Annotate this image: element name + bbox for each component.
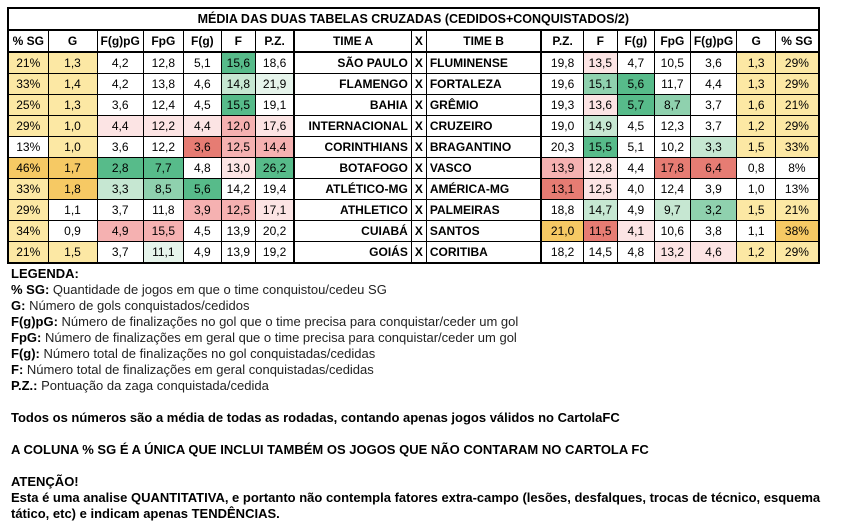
column-header: F <box>221 30 255 52</box>
stat-cell: 21,0 <box>541 221 583 242</box>
stat-cell: 10,6 <box>654 221 690 242</box>
stat-cell: 4,2 <box>97 52 143 74</box>
stat-cell: 21,9 <box>255 74 294 95</box>
team-a-cell: BOTAFOGO <box>294 158 411 179</box>
stat-cell: 3,9 <box>183 200 221 221</box>
stat-cell: 4,6 <box>183 74 221 95</box>
stat-cell: 17,1 <box>255 200 294 221</box>
stat-cell: 13,2 <box>654 242 690 264</box>
stat-cell: 3,8 <box>690 221 736 242</box>
stat-cell: 10,5 <box>654 52 690 74</box>
stat-cell: 1,2 <box>737 242 776 264</box>
versus-cell: X <box>411 200 426 221</box>
table-row <box>8 116 819 137</box>
stat-cell: 8,5 <box>143 179 183 200</box>
stat-cell: 15,1 <box>583 74 617 95</box>
stat-cell: 1,7 <box>48 158 97 179</box>
stat-cell: 21% <box>8 242 48 264</box>
legend-key: F(g): <box>11 346 40 361</box>
table-row <box>8 179 819 200</box>
stat-cell: 11,7 <box>654 74 690 95</box>
team-b-cell: VASCO <box>426 158 541 179</box>
stat-cell: 0,9 <box>48 221 97 242</box>
stat-cell: 1,5 <box>737 137 776 158</box>
stat-cell: 33% <box>776 137 819 158</box>
stat-cell: 3,7 <box>97 242 143 264</box>
stat-cell: 17,6 <box>255 116 294 137</box>
legend-item <box>11 314 851 330</box>
stat-cell: 15,5 <box>143 221 183 242</box>
stat-cell: 11,1 <box>143 242 183 264</box>
team-a-cell: BAHIA <box>294 95 411 116</box>
column-header: F(g)pG <box>690 30 736 52</box>
legend-description: Número de gols conquistados/cedidos <box>29 298 250 313</box>
stat-cell: 12,0 <box>221 116 255 137</box>
versus-cell: X <box>411 116 426 137</box>
legend-item <box>11 330 851 346</box>
team-b-cell: GRÊMIO <box>426 95 541 116</box>
stat-cell: 5,7 <box>617 95 654 116</box>
stat-cell: 33% <box>8 74 48 95</box>
versus-cell: X <box>411 242 426 264</box>
column-header: G <box>48 30 97 52</box>
versus-cell: X <box>411 179 426 200</box>
attention-text: Esta é uma analise QUANTITATIVA, e portanto não contempla fatores extra-campo (lesões, desfalques, trocas de técnico, esquema tático, etc) e indicam apenas TENDÊNCIAS. <box>11 490 821 521</box>
team-b-cell: BRAGANTINO <box>426 137 541 158</box>
legend-description: Número de finalizações no gol que o time precisa para conquistar/ceder um gol <box>61 314 519 329</box>
note-averages: Todos os números são a média de todas as rodadas, contando apenas jogos válidos no CartolaFC <box>11 410 620 425</box>
stat-cell: 3,7 <box>97 200 143 221</box>
stat-cell: 4,4 <box>690 74 736 95</box>
stat-cell: 19,2 <box>255 242 294 264</box>
stat-cell: 29% <box>776 242 819 264</box>
versus-cell: X <box>411 158 426 179</box>
stat-cell: 26,2 <box>255 158 294 179</box>
team-b-cell: CORITIBA <box>426 242 541 264</box>
stat-cell: 12,5 <box>221 200 255 221</box>
legend-description: Pontuação da zaga conquistada/cedida <box>41 378 269 393</box>
stat-cell: 29% <box>776 74 819 95</box>
column-header: P.Z. <box>255 30 294 52</box>
legend-key: FpG: <box>11 330 42 345</box>
stat-cell: 12,3 <box>654 116 690 137</box>
stat-cell: 1,8 <box>48 179 97 200</box>
stat-cell: 6,4 <box>690 158 736 179</box>
table-row <box>8 137 819 158</box>
stat-cell: 3,2 <box>690 200 736 221</box>
stat-cell: 19,0 <box>541 116 583 137</box>
stat-cell: 34% <box>8 221 48 242</box>
stat-cell: 4,5 <box>183 95 221 116</box>
stat-cell: 4,8 <box>183 158 221 179</box>
stat-cell: 1,0 <box>737 179 776 200</box>
stat-cell: 29% <box>8 200 48 221</box>
stat-cell: 13,5 <box>583 52 617 74</box>
stat-cell: 15,5 <box>221 95 255 116</box>
stat-cell: 12,2 <box>143 137 183 158</box>
legend-items <box>11 282 851 394</box>
stat-cell: 4,1 <box>617 221 654 242</box>
stat-cell: 0,8 <box>737 158 776 179</box>
stat-cell: 1,6 <box>737 95 776 116</box>
team-b-cell: FORTALEZA <box>426 74 541 95</box>
stat-cell: 12,5 <box>221 137 255 158</box>
stat-cell: 4,5 <box>183 221 221 242</box>
attention-title: ATENÇÃO! <box>11 474 79 489</box>
legend-description: Número total de finalizações no gol conquistadas/cedidas <box>43 346 376 361</box>
stat-cell: 4,0 <box>617 179 654 200</box>
stat-cell: 20,3 <box>541 137 583 158</box>
stat-cell: 29% <box>776 116 819 137</box>
stat-cell: 1,5 <box>737 200 776 221</box>
stat-cell: 29% <box>8 116 48 137</box>
column-header: TIME A <box>294 30 411 52</box>
note-sg-column: A COLUNA % SG É A ÚNICA QUE INCLUI TAMBÉM OS JOGOS QUE NÃO CONTARAM NO CARTOLA FC <box>11 442 649 457</box>
team-b-cell: FLUMINENSE <box>426 52 541 74</box>
header-row <box>8 30 819 52</box>
team-a-cell: CUIABÁ <box>294 221 411 242</box>
stat-cell: 4,4 <box>183 116 221 137</box>
stat-cell: 3,3 <box>97 179 143 200</box>
stat-cell: 2,8 <box>97 158 143 179</box>
stat-cell: 13% <box>776 179 819 200</box>
stat-cell: 19,8 <box>541 52 583 74</box>
table-row <box>8 242 819 264</box>
stat-cell: 14,9 <box>583 116 617 137</box>
stat-cell: 12,4 <box>143 95 183 116</box>
legend-key: F: <box>11 362 24 377</box>
stat-cell: 18,8 <box>541 200 583 221</box>
stat-cell: 3,6 <box>183 137 221 158</box>
stat-cell: 14,8 <box>221 74 255 95</box>
stat-cell: 13,9 <box>221 242 255 264</box>
legend-key: % SG: <box>11 282 50 297</box>
stat-cell: 4,8 <box>617 242 654 264</box>
stat-cell: 1,1 <box>737 221 776 242</box>
table-row <box>8 221 819 242</box>
legend-title: LEGENDA: <box>11 266 79 281</box>
column-header: % SG <box>776 30 819 52</box>
stat-cell: 3,6 <box>690 52 736 74</box>
stat-cell: 10,2 <box>654 137 690 158</box>
stat-cell: 3,7 <box>690 116 736 137</box>
stat-cell: 15,5 <box>583 137 617 158</box>
stat-cell: 14,5 <box>583 242 617 264</box>
stat-cell: 25% <box>8 95 48 116</box>
column-header: FpG <box>654 30 690 52</box>
legend <box>11 266 851 522</box>
team-b-cell: PALMEIRAS <box>426 200 541 221</box>
column-header: % SG <box>8 30 48 52</box>
stat-cell: 13,9 <box>221 221 255 242</box>
stat-cell: 14,2 <box>221 179 255 200</box>
stat-cell: 3,6 <box>97 95 143 116</box>
stat-cell: 4,7 <box>617 52 654 74</box>
column-header: P.Z. <box>541 30 583 52</box>
stat-cell: 3,7 <box>690 95 736 116</box>
stat-cell: 14,7 <box>583 200 617 221</box>
stat-cell: 5,1 <box>183 52 221 74</box>
stat-cell: 1,3 <box>48 52 97 74</box>
stat-cell: 18,2 <box>541 242 583 264</box>
stat-cell: 5,6 <box>183 179 221 200</box>
stat-cell: 20,2 <box>255 221 294 242</box>
stat-cell: 12,4 <box>654 179 690 200</box>
stat-cell: 21% <box>776 95 819 116</box>
team-a-cell: GOIÁS <box>294 242 411 264</box>
stat-cell: 3,3 <box>690 137 736 158</box>
stat-cell: 4,6 <box>690 242 736 264</box>
stat-cell: 8% <box>776 158 819 179</box>
stat-cell: 12,8 <box>583 158 617 179</box>
column-header: X <box>411 30 426 52</box>
stat-cell: 19,6 <box>541 74 583 95</box>
column-header: TIME B <box>426 30 541 52</box>
stat-cell: 33% <box>8 179 48 200</box>
stat-cell: 19,3 <box>541 95 583 116</box>
stat-cell: 1,1 <box>48 200 97 221</box>
legend-item <box>11 298 851 314</box>
stat-cell: 3,9 <box>690 179 736 200</box>
stat-cell: 13,8 <box>143 74 183 95</box>
legend-key: F(g)pG: <box>11 314 58 329</box>
column-header: F(g) <box>617 30 654 52</box>
legend-description: Número total de finalizações em geral conquistadas/cedidas <box>26 362 374 377</box>
table-row <box>8 200 819 221</box>
stat-cell: 13,0 <box>221 158 255 179</box>
versus-cell: X <box>411 221 426 242</box>
team-a-cell: INTERNACIONAL <box>294 116 411 137</box>
legend-description: Número de finalizações em geral que o time precisa para conquistar/ceder um gol <box>44 330 517 345</box>
column-header: F(g) <box>183 30 221 52</box>
stat-cell: 7,7 <box>143 158 183 179</box>
column-header: FpG <box>143 30 183 52</box>
stat-cell: 46% <box>8 158 48 179</box>
team-a-cell: CORINTHIANS <box>294 137 411 158</box>
stat-cell: 1,3 <box>48 95 97 116</box>
stat-cell: 13% <box>8 137 48 158</box>
team-a-cell: ATHLETICO <box>294 200 411 221</box>
stat-cell: 4,4 <box>617 158 654 179</box>
stat-cell: 18,6 <box>255 52 294 74</box>
stat-cell: 29% <box>776 52 819 74</box>
stat-cell: 1,3 <box>737 74 776 95</box>
stat-cell: 21% <box>8 52 48 74</box>
stat-cell: 4,9 <box>97 221 143 242</box>
team-b-cell: AMÉRICA-MG <box>426 179 541 200</box>
stat-cell: 1,0 <box>48 137 97 158</box>
team-b-cell: CRUZEIRO <box>426 116 541 137</box>
stat-cell: 12,5 <box>583 179 617 200</box>
stat-cell: 4,9 <box>183 242 221 264</box>
stat-cell: 13,9 <box>541 158 583 179</box>
column-header: F <box>583 30 617 52</box>
legend-item <box>11 362 851 378</box>
stat-cell: 14,4 <box>255 137 294 158</box>
stat-cell: 3,6 <box>97 137 143 158</box>
team-a-cell: FLAMENGO <box>294 74 411 95</box>
stat-cell: 13,6 <box>583 95 617 116</box>
stat-cell: 11,5 <box>583 221 617 242</box>
legend-key: P.Z.: <box>11 378 38 393</box>
table-row <box>8 158 819 179</box>
stat-cell: 4,2 <box>97 74 143 95</box>
stat-cell: 1,4 <box>48 74 97 95</box>
stat-cell: 15,6 <box>221 52 255 74</box>
legend-item <box>11 346 851 362</box>
stat-cell: 4,5 <box>617 116 654 137</box>
stat-cell: 1,2 <box>737 116 776 137</box>
legend-item <box>11 378 851 394</box>
stat-cell: 8,7 <box>654 95 690 116</box>
table-row <box>8 74 819 95</box>
stat-cell: 1,5 <box>48 242 97 264</box>
stat-cell: 12,2 <box>143 116 183 137</box>
stat-cell: 1,0 <box>48 116 97 137</box>
team-b-cell: SANTOS <box>426 221 541 242</box>
table-row <box>8 95 819 116</box>
stat-cell: 19,1 <box>255 95 294 116</box>
stat-cell: 19,4 <box>255 179 294 200</box>
team-a-cell: ATLÉTICO-MG <box>294 179 411 200</box>
column-header: G <box>737 30 776 52</box>
stat-cell: 21% <box>776 200 819 221</box>
versus-cell: X <box>411 137 426 158</box>
stat-cell: 11,8 <box>143 200 183 221</box>
legend-key: G: <box>11 298 26 313</box>
stats-table <box>7 7 820 264</box>
stat-cell: 1,3 <box>737 52 776 74</box>
legend-description: Quantidade de jogos em que o time conquistou/cedeu SG <box>52 282 387 297</box>
stat-cell: 9,7 <box>654 200 690 221</box>
stat-cell: 5,1 <box>617 137 654 158</box>
table-title: MÉDIA DAS DUAS TABELAS CRUZADAS (CEDIDOS+CONQUISTADOS/2) <box>8 8 819 30</box>
stat-cell: 5,6 <box>617 74 654 95</box>
legend-item <box>11 282 851 298</box>
stat-cell: 4,4 <box>97 116 143 137</box>
column-header: F(g)pG <box>97 30 143 52</box>
stat-cell: 13,1 <box>541 179 583 200</box>
stat-cell: 38% <box>776 221 819 242</box>
stat-cell: 4,9 <box>617 200 654 221</box>
versus-cell: X <box>411 52 426 74</box>
stat-cell: 17,8 <box>654 158 690 179</box>
team-a-cell: SÃO PAULO <box>294 52 411 74</box>
table-row <box>8 52 819 74</box>
stat-cell: 12,8 <box>143 52 183 74</box>
versus-cell: X <box>411 74 426 95</box>
versus-cell: X <box>411 95 426 116</box>
